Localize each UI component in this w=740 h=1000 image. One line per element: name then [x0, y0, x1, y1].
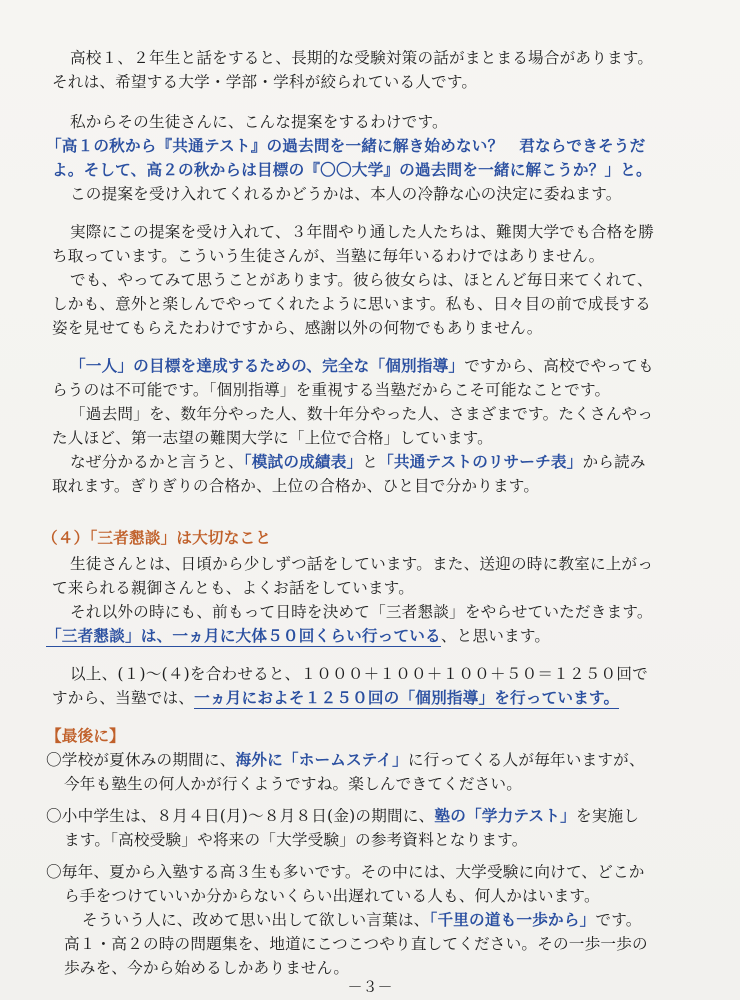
p4-line4: た人ほど、第一志望の難関大学に「上位で合格」しています。: [52, 429, 493, 447]
last-bullet3-line5: 歩みを、今から始めるしかありません。: [64, 959, 350, 977]
page-number: －３－: [347, 978, 393, 996]
p2-quote-line2: よ。そして、高２の秋からは目標の『〇〇大学』の過去問を一緒に解こうか？」と。: [52, 161, 652, 179]
p5-underlined-total: 一ヵ月におよそ１２５０回の「個別指導」を行っています。: [194, 689, 620, 707]
last-b2-test: 塾の「学力テスト」: [434, 807, 576, 825]
last-b1-a: 〇学校が夏休みの期間に、: [46, 751, 236, 769]
p4-research-sheet: 「共通テストのリサーチ表」: [378, 453, 583, 471]
p2-quote-line1: 「高１の秋から『共通テスト』の過去問を一緒に解き始めない？ 君ならできそうだ: [46, 137, 646, 155]
p4-line5-c: と: [362, 453, 379, 471]
last-bullet2-line1: [46, 806, 639, 826]
p2-line1: 私からその生徒さんに、こんな提案をするわけです。: [70, 113, 448, 131]
p4-line5: [70, 452, 646, 472]
last-b3-c: です。: [595, 911, 642, 929]
last-bullet1-line1: [46, 750, 645, 770]
p4-line1: [70, 356, 654, 376]
last-bullet3-line3: [82, 910, 642, 930]
last-bullet3-line4: 高１・高２の時の問題集を、地道にこつこつやり直してください。その一歩一歩の: [64, 935, 648, 953]
p3-line3: でも、やってみて思うことがあります。彼ら彼女らは、ほとんど毎日来てくれて、: [70, 271, 653, 289]
last-heading: 【最後に】: [46, 727, 125, 745]
p5-line2-a: すから、当塾では、: [52, 689, 195, 707]
last-bullet2-line2: ます。「高校受験」や将来の「大学受験」の参考資料となります。: [64, 831, 528, 849]
p4-line6: 取れます。ぎりぎりの合格か、上位の合格か、ひと目で分かります。: [52, 477, 540, 495]
p4-line1-rest: ですから、高校でやっても: [464, 357, 654, 375]
last-b3-a: そういう人に、改めて思い出して欲しい言葉は、: [82, 911, 430, 929]
s4-line4: [46, 626, 550, 646]
last-b2-c: を実施し: [575, 807, 640, 825]
p4-mock-exam-report: 「模試の成績表」: [243, 453, 363, 471]
p3-line1: 実際にこの提案を受け入れて、３年間やり通した人たちは、難関大学でも合格を勝: [70, 223, 655, 241]
last-b3-proverb: 「千里の道も一歩から」: [429, 911, 596, 929]
p5-line2: [52, 688, 619, 708]
section4-heading: （４）「三者懇談」は大切なこと: [42, 529, 272, 547]
p4-line5-a: なぜ分かるかと言うと、: [70, 453, 244, 471]
s4-line2: て来られる親御さんとも、よくお話をしています。: [52, 579, 415, 597]
p3-line5: 姿を見せてもらえたわけですから、感謝以外の何物でもありません。: [52, 319, 543, 337]
last-b1-c: に行ってくる人が毎年いますが、: [407, 751, 645, 769]
p5-line1: 以上、(１)～(４)を合わせると、１０００＋１００＋１００＋５０＝１２５０回で: [70, 665, 648, 683]
p4-line5-e: から読み: [582, 453, 646, 471]
last-bullet1-line2: 今年も塾生の何人かが行くようですね。楽しんできてください。: [64, 775, 523, 793]
s4-line4-rest: 、と思います。: [440, 627, 551, 645]
last-b1-homestay: 海外に「ホームステイ」: [235, 751, 408, 769]
s4-underlined-statement: 「三者懇談」は、一ヵ月に大体５０回くらい行っている: [46, 627, 441, 645]
p4-line3: 「過去問」を、数年分やった人、数十年分やった人、さまざまです。たくさんやっ: [70, 405, 654, 423]
s4-line3: それ以外の時にも、前もって日時を決めて「三者懇談」をやらせていただきます。: [70, 603, 653, 621]
p4-highlight: 「一人」の目標を達成するための、完全な「個別指導」: [70, 357, 465, 375]
p4-line2: らうのは不可能です。「個別指導」を重視する当塾だからこそ可能なことです。: [52, 381, 611, 399]
s4-line1: 生徒さんとは、日頃から少しずつ話をしています。また、送迎の時に教室に上がっ: [70, 555, 654, 573]
p3-line2: ち取っています。こういう生徒さんが、当塾に毎年いるわけではありません。: [52, 247, 605, 265]
p1-line2: それは、希望する大学・学部・学科が絞られている人です。: [52, 73, 478, 91]
last-bullet3-line1: 〇毎年、夏から入塾する高３生も多いです。その中には、大学受験に向けて、どこか: [46, 863, 645, 881]
last-b2-a: 〇小中学生は、８月４日(月)～８月８日(金)の期間に、: [46, 807, 435, 825]
p1-line1: 高校１、２年生と話をすると、長期的な受験対策の話がまとまる場合があります。: [70, 49, 654, 67]
p2-line4: この提案を受け入れてくれるかどうかは、本人の冷静な心の決定に委ねます。: [70, 185, 622, 203]
p3-line4: しかも、意外と楽しんでやってくれたように思います。私も、日々目の前で成長する: [52, 295, 651, 313]
last-bullet3-line2: ら手をつけていいか分からないくらい出遅れている人も、何人かはいます。: [64, 887, 600, 905]
